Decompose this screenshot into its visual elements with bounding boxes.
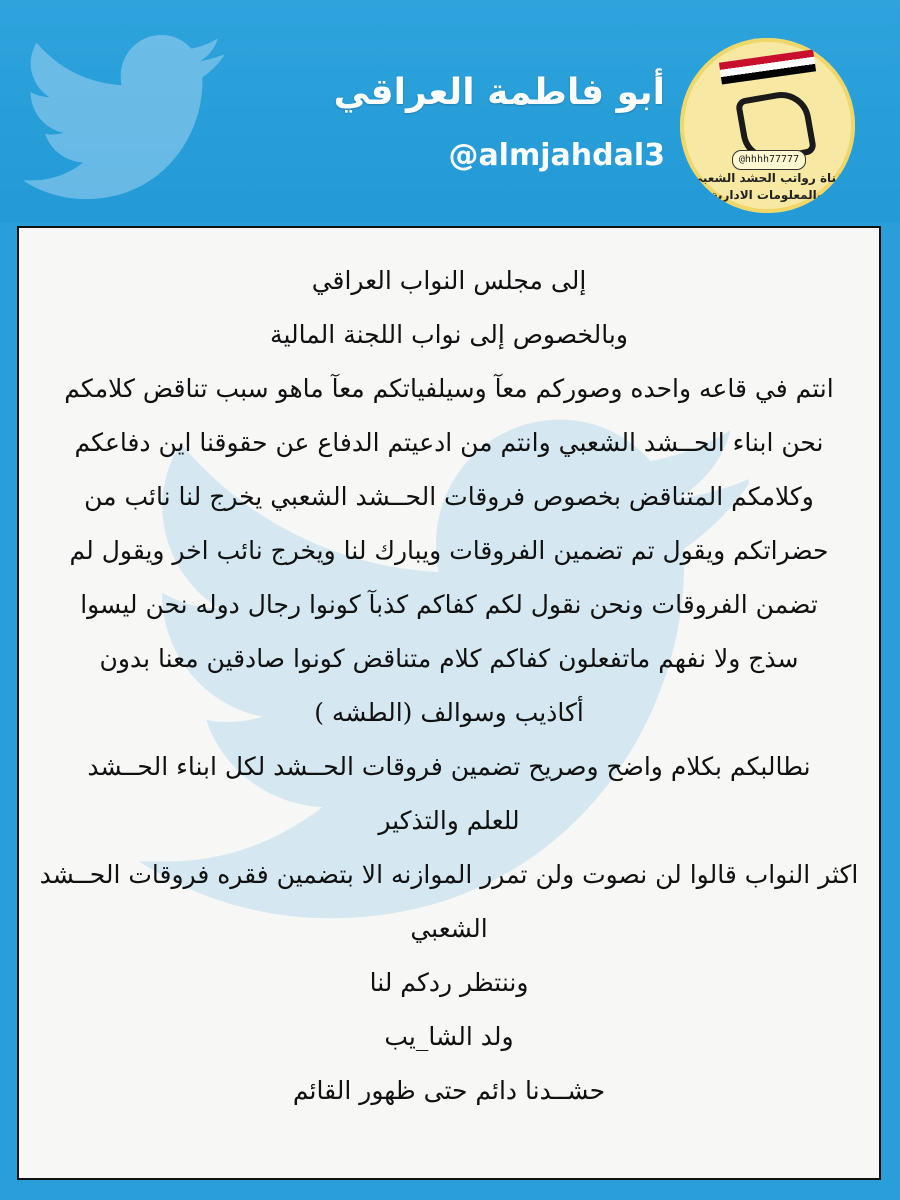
letter-line: إلى مجلس النواب العراقي xyxy=(311,266,587,295)
letter-line: ولد الشا_يب xyxy=(384,1022,514,1051)
author-name: أبو فاطمة العراقي xyxy=(333,72,665,113)
letter-card xyxy=(17,226,881,1180)
logo-caption xyxy=(688,170,847,204)
logo-caption-line: قناة رواتب الحشد الشعبي xyxy=(690,171,845,185)
logo-caption-line: والمعلومات الادارية xyxy=(710,188,825,202)
letter-line: للعلم والتذكير xyxy=(378,806,520,835)
iraq-flag-icon xyxy=(719,49,816,84)
letter-line: نطالبكم بكلام واضح وصريح تضمين فروقات الحــشد لكل ابناء الحــشد xyxy=(87,752,811,781)
twitter-bird-icon xyxy=(20,35,230,205)
letter-line: وننتظر ردكم لنا xyxy=(369,968,529,997)
letter-line: تضمن الفروقات ونحن نقول لكم كفاكم كذبآ كونوا رجال دوله نحن ليسوا xyxy=(80,590,818,619)
letter-line: وبالخصوص إلى نواب اللجنة المالية xyxy=(270,320,628,349)
letter-line: وكلامكم المتناقض بخصوص فروقات الحــشد الشعبي يخرج لنا نائب من xyxy=(84,482,814,511)
logo-handle: @hhhh77777 xyxy=(732,150,806,170)
letter-text xyxy=(19,254,879,1118)
letter-line: انتم في قاعه واحده وصوركم معآ وسيلفياتكم معآ ماهو سبب تناقض كلامكم xyxy=(64,374,834,403)
letter-line: حضراتكم ويقول تم تضمين الفروقات ويبارك لنا ويخرج نائب اخر ويقول لم xyxy=(69,536,829,565)
letter-line: حشــدنا دائم حتى ظهور القائم xyxy=(292,1076,606,1105)
letter-line: الشعبي xyxy=(410,914,488,943)
letter-line: نحن ابناء الحــشد الشعبي وانتم من ادعيتم الدفاع عن حقوقنا اين دفاعكم xyxy=(74,428,824,457)
profile-header xyxy=(0,0,900,222)
letter-line: أكاذيب وسوالف (الطشه ) xyxy=(314,698,584,727)
channel-logo xyxy=(680,38,855,213)
letter-line: سذج ولا نفهم ماتفعلون كفاكم كلام متناقض كونوا صادقين معنا بدون xyxy=(99,644,799,673)
letter-line: اكثر النواب قالوا لن نصوت ولن تمرر الموازنه الا بتضمين فقره فروقات الحــشد xyxy=(39,860,859,889)
author-handle[interactable]: @almjahdal3 xyxy=(448,138,665,173)
